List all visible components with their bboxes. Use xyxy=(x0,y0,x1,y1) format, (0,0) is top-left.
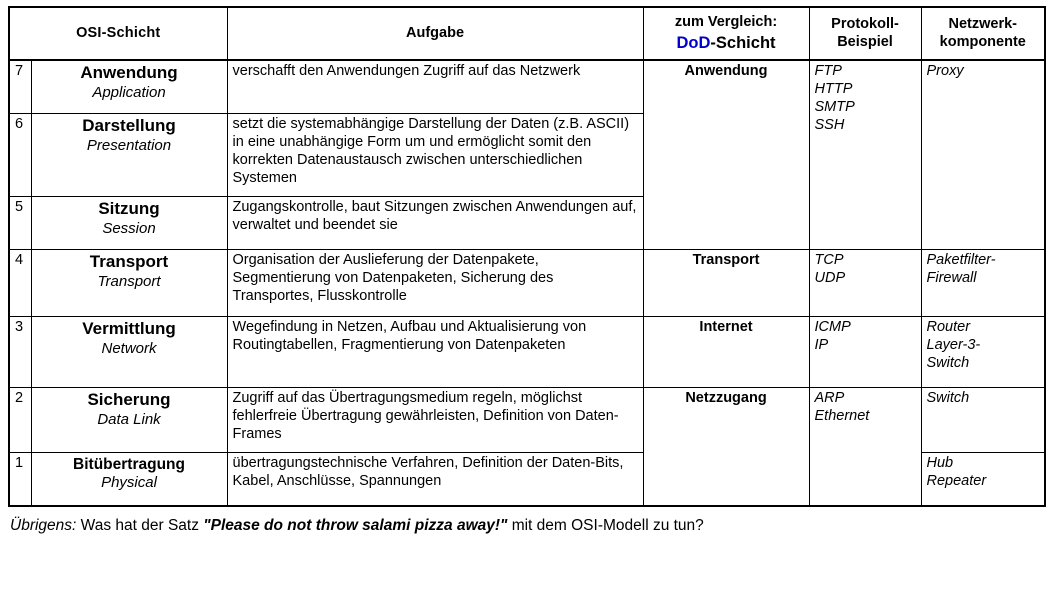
protocol-item: IP xyxy=(814,336,829,353)
component-physical xyxy=(921,453,1045,507)
table-row xyxy=(9,388,1045,453)
header-protocol-line1: Protokoll- xyxy=(831,15,899,32)
osi-table xyxy=(8,6,1046,507)
layer-task: verschafft den Anwendungen Zugriff auf das Netzwerk xyxy=(227,60,643,114)
component-item: Router xyxy=(926,319,971,336)
protocol-item: ARP xyxy=(814,390,845,407)
protocol-examples-application xyxy=(809,60,921,250)
layer-number: 2 xyxy=(9,388,31,453)
protocol-item: Ethernet xyxy=(814,407,870,424)
dod-layer-anwendung: Anwendung xyxy=(643,60,809,250)
dod-layer-netzzugang: Netzzugang xyxy=(643,388,809,507)
component-application xyxy=(921,60,1045,250)
layer-name-de: Vermittlung xyxy=(82,319,176,339)
header-component-line2: komponente xyxy=(939,33,1026,50)
header-component-line1: Netzwerk- xyxy=(948,15,1018,32)
header-protocol-line2: Beispiel xyxy=(837,33,893,50)
component-item: Layer-3- xyxy=(926,336,981,353)
layer-name xyxy=(31,453,227,507)
layer-name-de: Bitübertragung xyxy=(73,456,185,474)
header-dod-layer xyxy=(643,7,809,60)
layer-name-de: Sicherung xyxy=(87,390,171,410)
protocol-item: TCP xyxy=(814,252,844,269)
layer-task: setzt die systemabhängige Darstellung der Daten (z.B. ASCII) in eine unabhängige Form um und ermöglicht somit den korrekten Datenaustausch zwischen unterschiedlichen Systemen xyxy=(227,114,643,197)
footnote-lead: Übrigens: xyxy=(10,517,77,535)
layer-number: 6 xyxy=(9,114,31,197)
protocol-examples-link xyxy=(809,388,921,507)
header-component xyxy=(921,7,1045,60)
protocol-item: SMTP xyxy=(814,98,855,115)
footnote xyxy=(8,516,1044,536)
component-item: Switch xyxy=(926,390,970,407)
layer-name xyxy=(31,388,227,453)
layer-number: 3 xyxy=(9,317,31,388)
header-osi-layer: OSI-Schicht xyxy=(9,7,227,60)
layer-name-de: Transport xyxy=(89,252,169,272)
layer-name xyxy=(31,60,227,114)
layer-name-en: Transport xyxy=(97,273,161,291)
component-data-link xyxy=(921,388,1045,453)
protocol-examples-internet xyxy=(809,317,921,388)
layer-name xyxy=(31,197,227,250)
footnote-quote: "Please do not throw salami pizza away!" xyxy=(203,517,508,535)
layer-number: 5 xyxy=(9,197,31,250)
layer-name xyxy=(31,114,227,197)
layer-number: 4 xyxy=(9,250,31,317)
layer-name xyxy=(31,250,227,317)
header-dod-line2 xyxy=(648,33,805,53)
layer-name-en: Session xyxy=(102,220,156,238)
component-item: Switch xyxy=(926,354,970,371)
layer-task: übertragungstechnische Verfahren, Definition der Daten-Bits, Kabel, Anschlüsse, Spannungen xyxy=(227,453,643,507)
footnote-text-after: mit dem OSI-Modell zu tun? xyxy=(507,517,704,535)
component-item: Paketfilter- xyxy=(926,252,996,269)
table-header-row xyxy=(9,7,1045,60)
component-item: Hub xyxy=(926,455,954,472)
layer-name-de: Darstellung xyxy=(82,116,176,136)
layer-number: 7 xyxy=(9,60,31,114)
layer-name-en: Application xyxy=(92,84,166,102)
header-protocol xyxy=(809,7,921,60)
protocol-item: FTP xyxy=(814,63,842,80)
layer-name-de: Anwendung xyxy=(80,63,178,83)
component-internet xyxy=(921,317,1045,388)
table-row xyxy=(9,250,1045,317)
header-dod-prefix: DoD xyxy=(676,33,711,52)
dod-layer-internet: Internet xyxy=(643,317,809,388)
layer-name-en: Physical xyxy=(101,474,157,492)
protocol-item: UDP xyxy=(814,269,846,286)
layer-name-en: Data Link xyxy=(97,411,161,429)
layer-name-en: Presentation xyxy=(86,137,172,155)
layer-task: Zugangskontrolle, baut Sitzungen zwischen Anwendungen auf, verwaltet und beendet sie xyxy=(227,197,643,250)
component-item: Repeater xyxy=(926,472,987,489)
component-transport xyxy=(921,250,1045,317)
header-dod-suffix: -Schicht xyxy=(710,33,776,52)
layer-name xyxy=(31,317,227,388)
protocol-item: HTTP xyxy=(814,80,853,97)
protocol-examples-transport xyxy=(809,250,921,317)
layer-task: Organisation der Auslieferung der Datenpakete, Segmentierung von Datenpaketen, Sicherung des Transportes, Flusskontrolle xyxy=(227,250,643,317)
component-item: Firewall xyxy=(926,269,977,286)
protocol-item: ICMP xyxy=(814,319,851,336)
layer-task: Zugriff auf das Übertragungsmedium regeln, möglichst fehlerfreie Übertragung gewährleisten, Definition von Daten-Frames xyxy=(227,388,643,453)
footnote-text-before: Was hat der Satz xyxy=(76,517,204,535)
layer-number: 1 xyxy=(9,453,31,507)
layer-name-de: Sitzung xyxy=(98,199,160,219)
dod-layer-transport: Transport xyxy=(643,250,809,317)
layer-task: Wegefindung in Netzen, Aufbau und Aktualisierung von Routingtabellen, Fragmentierung von Datenpaketen xyxy=(227,317,643,388)
header-dod-line1: zum Vergleich: xyxy=(674,14,778,30)
layer-name-en: Network xyxy=(101,340,157,358)
component-item: Proxy xyxy=(926,63,964,80)
header-task: Aufgabe xyxy=(227,7,643,60)
table-row xyxy=(9,60,1045,114)
table-row xyxy=(9,317,1045,388)
protocol-item: SSH xyxy=(814,116,845,133)
